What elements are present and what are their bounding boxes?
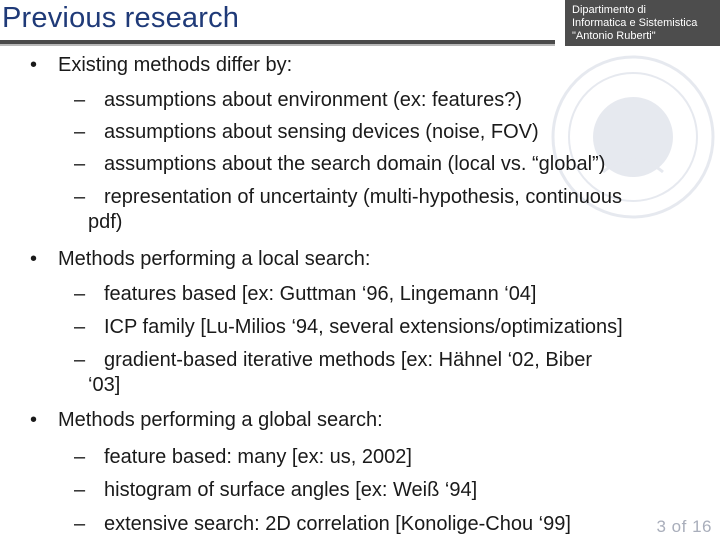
sub-bullet-text: ICP family [Lu-Milios ‘94, several extensions/optimizations] bbox=[104, 316, 623, 338]
sub-bullet-mark: – bbox=[74, 153, 86, 175]
department-line-1: Dipartimento di bbox=[572, 4, 646, 16]
sub-bullet-text: extensive search: 2D correlation [Konolige-Chou ‘99] bbox=[104, 513, 571, 535]
bullet-mark: • bbox=[30, 248, 38, 270]
page-number: 3 of 16 bbox=[656, 517, 712, 536]
bullet-text: Methods performing a local search: bbox=[58, 248, 371, 270]
sub-bullet-mark: – bbox=[74, 316, 86, 338]
sub-bullet-mark: – bbox=[74, 446, 86, 468]
sub-bullet-text: representation of uncertainty (multi-hypothesis, continuous bbox=[104, 186, 623, 208]
sub-bullet-mark: – bbox=[74, 513, 86, 535]
sub-bullet-text: assumptions about sensing devices (noise, FOV) bbox=[104, 121, 539, 143]
sub-bullet-text: pdf) bbox=[88, 211, 123, 233]
sub-bullet-text: features based [ex: Guttman ‘96, Lingemann ‘04] bbox=[104, 283, 537, 305]
sub-bullet-text: assumptions about environment (ex: features?) bbox=[104, 89, 522, 111]
department-logo-block bbox=[565, 0, 720, 46]
title-rule bbox=[0, 40, 555, 44]
sub-bullet-text: feature based: many [ex: us, 2002] bbox=[104, 446, 412, 468]
sub-bullet-mark: – bbox=[74, 121, 86, 143]
sub-bullet-mark: – bbox=[74, 89, 86, 111]
sub-bullet-mark: – bbox=[74, 349, 86, 371]
sub-bullet-mark: – bbox=[74, 479, 86, 501]
sub-bullet-text: gradient-based iterative methods [ex: Hähnel ‘02, Biber bbox=[104, 349, 593, 371]
sub-bullet-mark: – bbox=[74, 186, 86, 208]
bullet-mark: • bbox=[30, 409, 38, 431]
sub-bullet-text: assumptions about the search domain (local vs. “global”) bbox=[104, 153, 606, 175]
slide-title: Previous research bbox=[2, 2, 240, 34]
department-line-3: "Antonio Ruberti" bbox=[572, 30, 656, 42]
sub-bullet-mark: – bbox=[74, 283, 86, 305]
bullet-mark: • bbox=[30, 54, 38, 76]
sub-bullet-text: ‘03] bbox=[88, 374, 121, 396]
bullet-text: Existing methods differ by: bbox=[58, 54, 293, 76]
bullet-text: Methods performing a global search: bbox=[58, 409, 383, 431]
sub-bullet-text: histogram of surface angles [ex: Weiß ‘94] bbox=[104, 479, 478, 501]
department-line-2: Informatica e Sistemistica bbox=[572, 17, 698, 29]
